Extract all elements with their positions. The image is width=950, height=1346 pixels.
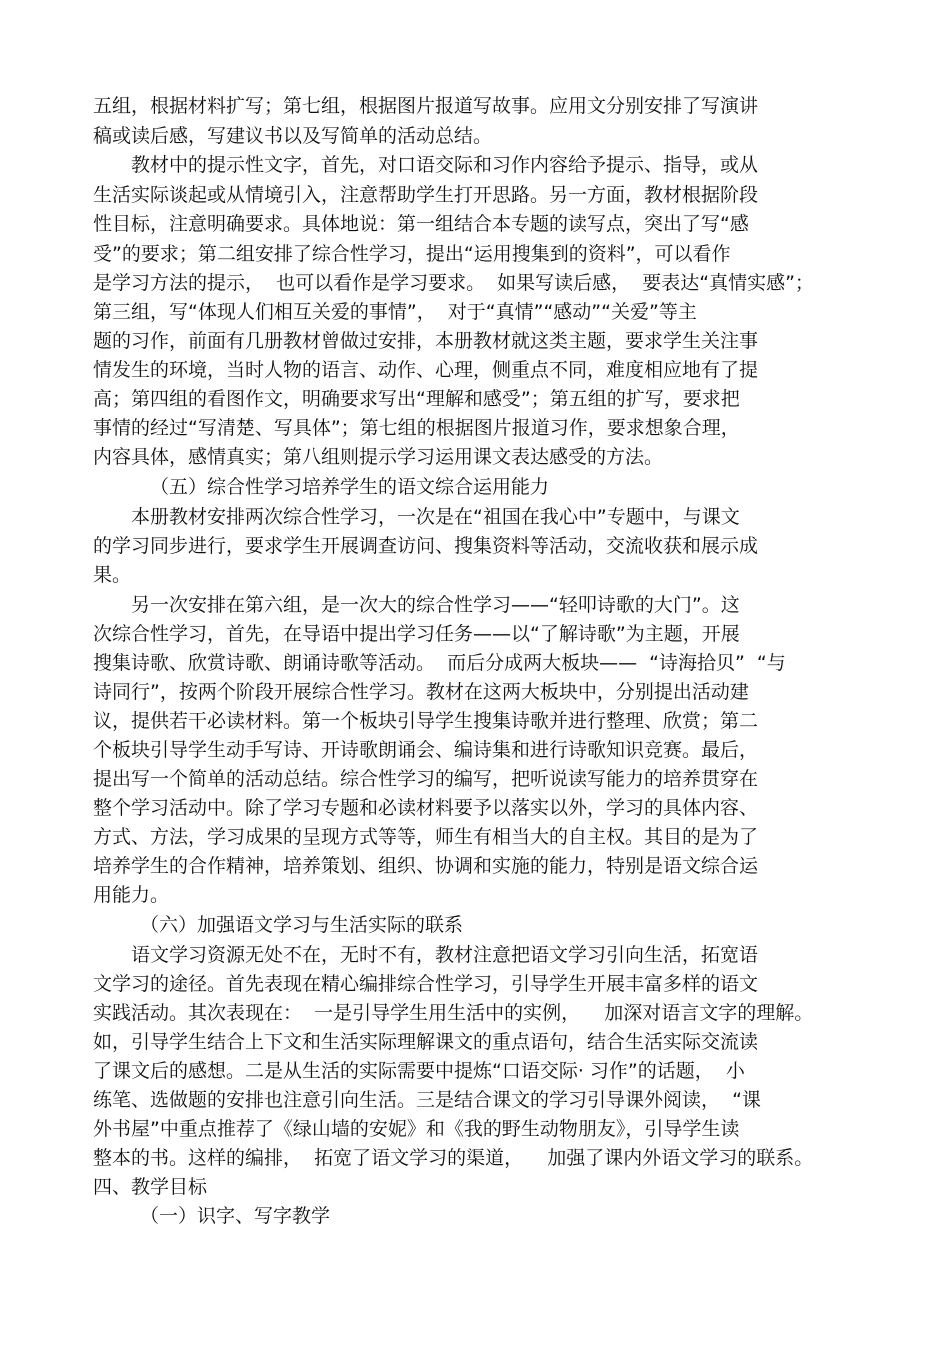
text-line: 果。	[93, 564, 132, 586]
text-line: 方式、方法，学习成果的呈现方式等等，师生有相当大的自主权。其目的是为了	[93, 826, 759, 848]
text-line: 内容具体，感情真实；第八组则提示学习运用课文表达感受的方法。	[93, 446, 664, 468]
text-line: 情发生的环境，当时人物的语言、动作、心理，侧重点不同，难度相应地有了提	[93, 359, 759, 381]
text-line: 受”的要求；第二组安排了综合性学习，提出“运用搜集到的资料”，可以看作	[93, 243, 731, 265]
text-line: 高；第四组的看图作文，明确要求写出“理解和感受”；第五组的扩写，要求把	[93, 388, 740, 410]
text-line: 另一次安排在第六组，是一次大的综合性学习——“轻叩诗歌的大门”。这	[131, 594, 740, 616]
text-line: 第三组，写“体现人们相互关爱的事情”， 对于“真情”“感动”“关爱”等主	[93, 301, 697, 323]
text-line: 整本的书。这样的编排， 拓宽了语文学习的渠道， 加强了课内外语文学习的联系。	[93, 1147, 814, 1169]
text-line: 个板块引导学生动手写诗、开诗歌朗诵会、编诗集和进行诗歌知识竞赛。最后，	[93, 739, 759, 761]
text-line: 议，提供若干必读材料。第一个板块引导学生搜集诗歌并进行整理、欣赏；第二	[93, 710, 759, 732]
text-line: 事情的经过“写清楚、写具体”；第七组的根据图片报道习作，要求想象合理，	[93, 417, 740, 439]
text-line: 搜集诗歌、欣赏诗歌、朗诵诗歌等活动。 而后分成两大板块—— “诗海拾贝” “与	[93, 652, 786, 674]
text-line: 练笔、选做题的安排也注意引向生活。三是结合课文的学习引导课外阅读， “课	[93, 1089, 761, 1111]
text-line: 整个学习活动中。除了学习专题和必读材料要予以落实以外，学习的具体内容、	[93, 797, 759, 819]
section-heading: （一）识字、写字教学	[140, 1205, 331, 1227]
text-line: 五组，根据材料扩写；第七组，根据图片报道写故事。应用文分别安排了写演讲	[93, 95, 759, 117]
text-line: 题的习作，前面有几册教材曾做过安排，本册教材就这类主题，要求学生关注事	[93, 330, 759, 352]
text-line: 次综合性学习，首先，在导语中提出学习任务——以“了解诗歌”为主题，开展	[93, 623, 740, 645]
text-line: 的学习同步进行，要求学生开展调查访问、搜集资料等活动，交流收获和展示成	[93, 535, 759, 557]
text-line: 教材中的提示性文字，首先，对口语交际和习作内容给予提示、指导，或从	[131, 154, 759, 176]
text-line: 是学习方法的提示， 也可以看作是学习要求。 如果写读后感， 要表达“真情实感”；	[93, 272, 814, 294]
section-heading: （五）综合性学习培养学生的语文综合运用能力	[150, 476, 550, 498]
text-line: 用能力。	[93, 884, 170, 906]
section-heading: （六）加强语文学习与生活实际的联系	[140, 914, 464, 936]
text-line: 稿或读后感，写建议书以及写简单的活动总结。	[93, 125, 493, 147]
text-line: 如，引导学生结合上下文和生活实际理解课文的重点语句，结合生活实际交流读	[93, 1031, 759, 1053]
text-line: 诗同行”，按两个阶段开展综合性学习。教材在这两大板块中，分别提出活动建	[93, 681, 749, 703]
text-line: 培养学生的合作精神，培养策划、组织、协调和实施的能力，特别是语文综合运	[93, 855, 759, 877]
text-line: 生活实际谈起或从情境引入，注意帮助学生打开思路。另一方面，教材根据阶段	[93, 184, 759, 206]
text-line: 了课文后的感想。二是从生活的实际需要中提炼“口语交际· 习作”的话题， 小	[93, 1060, 745, 1082]
text-line: 语文学习资源无处不在，无时不有，教材注意把语文学习引向生活，拓宽语	[131, 944, 759, 966]
text-line: 实践活动。其次表现在： 一是引导学生用生活中的实例， 加深对语言文字的理解。	[93, 1002, 814, 1024]
text-line: 提出写一个简单的活动总结。综合性学习的编写，把听说读写能力的培养贯穿在	[93, 768, 759, 790]
text-line: 性目标，注意明确要求。具体地说：第一组结合本专题的读写点，突出了写“感	[93, 213, 749, 235]
text-line: 文学习的途径。首先表现在精心编排综合性学习，引导学生开展丰富多样的语文	[93, 973, 759, 995]
text-line: 外书屋”中重点推荐了《绿山墙的安妮》和《我的野生动物朋友》，引导学生读	[93, 1118, 740, 1140]
text-line: 本册教材安排两次综合性学习，一次是在“祖国在我心中”专题中，与课文	[131, 506, 740, 528]
section-heading: 四、教学目标	[93, 1176, 208, 1198]
